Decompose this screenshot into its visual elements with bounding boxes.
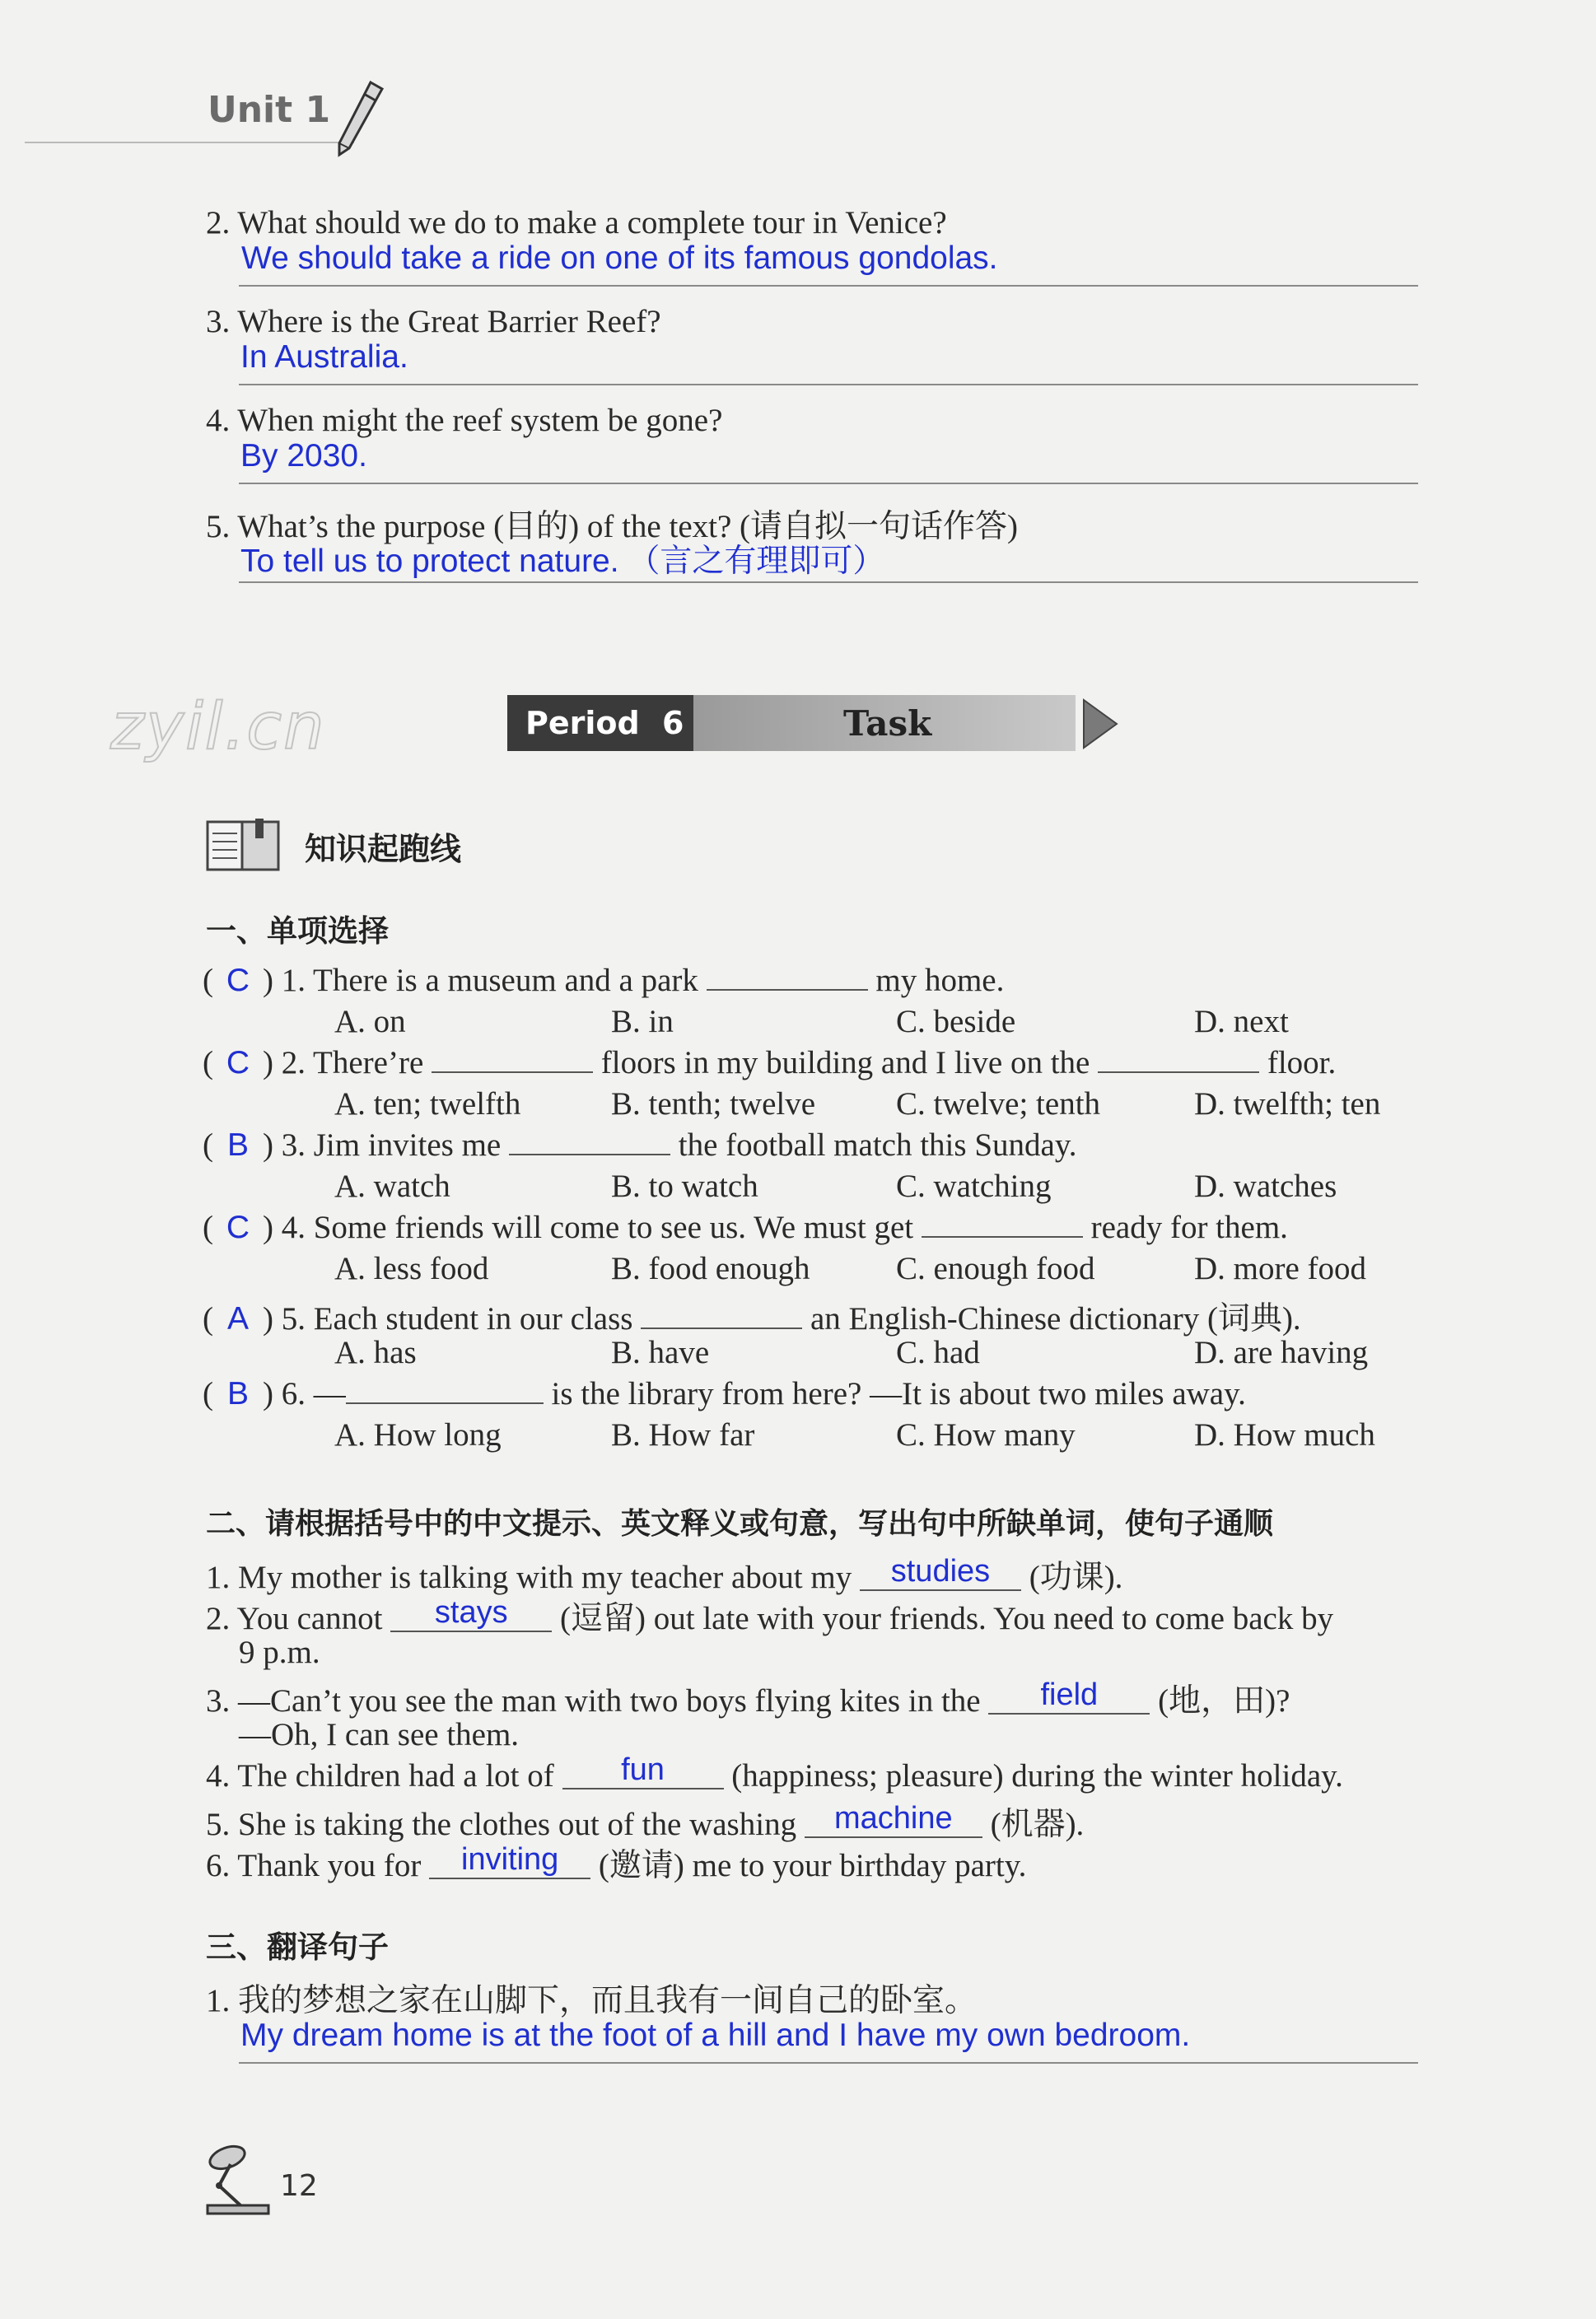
paren: (	[203, 1301, 213, 1337]
mc-answer-4: C	[226, 1210, 250, 1245]
watermark: zyil.cn	[110, 690, 326, 764]
option-5c: C. had	[896, 1335, 980, 1370]
option-4b: B. food enough	[611, 1251, 810, 1286]
option-1d: D. next	[1194, 1004, 1289, 1039]
option-2c: C. twelve; tenth	[896, 1086, 1101, 1122]
fill-stem-3: 3. —Can’t you see the man with two boys flying kites in the	[206, 1683, 981, 1719]
paren: (	[203, 1045, 213, 1080]
mc-stem-5-tail: an English-Chinese dictionary (词典).	[810, 1301, 1301, 1337]
fill-item-2	[206, 1593, 1333, 1639]
answer-line-2	[239, 285, 1418, 287]
fill-item-3-cont: —Oh, I can see them.	[239, 1717, 520, 1752]
answer-line-3	[239, 384, 1418, 385]
section1-title: 一、单项选择	[206, 913, 389, 949]
pen-icon	[328, 79, 385, 158]
paren: (	[203, 1210, 213, 1245]
mc-stem-3-tail: the football match this Sunday.	[678, 1127, 1077, 1163]
answer-line-5	[239, 581, 1418, 583]
fill-stem-5-tail: (机器).	[990, 1807, 1085, 1842]
mc-answer-6: B	[226, 1376, 249, 1411]
period-title: Task	[843, 703, 932, 744]
fill-stem-4-tail: (happiness; pleasure) during the winter holiday.	[731, 1758, 1343, 1794]
mc-stem-1: ) 1. There is a museum and a park	[263, 963, 698, 998]
question-2: 2. What should we do to make a complete tour in Venice?	[206, 205, 947, 240]
option-3b: B. to watch	[611, 1169, 758, 1204]
translate-item-1: 1. 我的梦想之家在山脚下，而且我有一间自己的卧室。	[206, 1983, 978, 2018]
mc-stem-4: ) 4. Some friends will come to see us. We must get	[263, 1210, 914, 1245]
mc-item-1	[203, 962, 1004, 999]
mc-item-4	[203, 1209, 1288, 1246]
translate-line-1	[239, 2062, 1418, 2064]
header-rule	[25, 142, 354, 143]
period-number: 6	[661, 705, 684, 741]
option-1a: A. on	[334, 1004, 406, 1039]
blank	[922, 1211, 1083, 1238]
fill-stem-3-tail: (地，田)?	[1158, 1683, 1290, 1719]
fill-stem-1: 1. My mother is talking with my teacher about my	[206, 1560, 852, 1595]
paren: (	[203, 1127, 213, 1163]
answer-line-4	[239, 483, 1418, 484]
fill-stem-6-tail: (邀请) me to your birthday party.	[598, 1848, 1027, 1883]
option-3c: C. watching	[896, 1169, 1052, 1204]
mc-stem-5: ) 5. Each student in our class	[263, 1301, 633, 1337]
book-icon	[204, 817, 283, 875]
answer-3: In Australia.	[240, 339, 408, 375]
blank	[641, 1303, 802, 1329]
question-5: 5. What’s the purpose (目的) of the text? (请自拟一句话作答)	[206, 509, 1019, 544]
option-2a: A. ten; twelfth	[334, 1086, 521, 1122]
fill-stem-1-tail: (功课).	[1029, 1560, 1123, 1595]
option-3d: D. watches	[1194, 1169, 1337, 1204]
mc-answer-2: C	[226, 1045, 250, 1080]
unit-header: Unit 1	[208, 89, 331, 131]
section3-title: 三、翻译句子	[206, 1929, 389, 1965]
option-6c: C. How many	[896, 1417, 1076, 1453]
question-4: 4. When might the reef system be gone?	[206, 403, 723, 438]
mc-answer-1: C	[226, 963, 250, 998]
mc-stem-2: ) 2. There’re	[263, 1045, 424, 1080]
option-1c: C. beside	[896, 1004, 1016, 1039]
option-1b: B. in	[611, 1004, 674, 1039]
option-6b: B. How far	[611, 1417, 755, 1453]
fill-item-3	[206, 1675, 1290, 1721]
mc-item-2	[203, 1044, 1336, 1081]
fill-item-5	[206, 1799, 1084, 1845]
period-banner	[507, 695, 1076, 751]
option-4d: D. more food	[1194, 1251, 1367, 1286]
option-3a: A. watch	[334, 1169, 450, 1204]
answer-4: By 2030.	[240, 438, 367, 474]
mc-stem-1-tail: my home.	[875, 963, 1005, 998]
blank	[509, 1129, 670, 1155]
option-2b: B. tenth; twelve	[611, 1086, 816, 1122]
section2-title: 二、请根据括号中的中文提示、英文释义或句意，写出句中所缺单词，使句子通顺	[206, 1507, 1274, 1541]
fill-stem-2: 2. You cannot	[206, 1601, 383, 1636]
fill-item-6	[206, 1840, 1026, 1886]
fill-stem-5: 5. She is taking the clothes out of the washing	[206, 1807, 797, 1842]
blank	[1098, 1047, 1259, 1073]
mc-stem-3: ) 3. Jim invites me	[263, 1127, 502, 1163]
mc-stem-2-mid: floors in my building and I live on the	[600, 1045, 1090, 1080]
mc-stem-6: ) 6. —	[263, 1376, 346, 1411]
fill-item-1	[206, 1551, 1122, 1598]
option-5b: B. have	[611, 1335, 710, 1370]
mc-stem-2-tail: floor.	[1267, 1045, 1337, 1080]
fill-answer-6: inviting	[429, 1842, 590, 1879]
fill-stem-6: 6. Thank you for	[206, 1848, 422, 1883]
translate-answer-1: My dream home is at the foot of a hill and I have my own bedroom.	[240, 2018, 1191, 2053]
mc-stem-6-tail: is the library from here? —It is about two miles away.	[551, 1376, 1246, 1411]
page-number: 12	[280, 2169, 318, 2203]
fill-answer-4: fun	[562, 1752, 724, 1789]
fill-answer-5: machine	[805, 1801, 982, 1838]
paren: (	[203, 963, 213, 998]
fill-answer-1: studies	[860, 1554, 1021, 1591]
blank	[346, 1378, 544, 1404]
option-4a: A. less food	[334, 1251, 489, 1286]
period-label	[525, 705, 684, 741]
banner-arrow-icon	[1080, 697, 1120, 751]
mc-stem-4-tail: ready for them.	[1090, 1210, 1288, 1245]
fill-stem-4: 4. The children had a lot of	[206, 1758, 554, 1794]
option-2d: D. twelfth; ten	[1194, 1086, 1381, 1122]
answer-2: We should take a ride on one of its famous gondolas.	[241, 240, 998, 276]
option-6a: A. How long	[334, 1417, 502, 1453]
mc-answer-5: A	[226, 1301, 249, 1337]
fill-stem-2-tail: (逗留) out late with your friends. You need to come back by	[560, 1601, 1334, 1636]
mc-item-5	[203, 1293, 1301, 1339]
knowledge-title: 知识起跑线	[305, 831, 462, 867]
period-word: Period	[525, 705, 640, 741]
mc-item-3	[203, 1127, 1077, 1164]
blank	[432, 1047, 593, 1073]
fill-item-2-cont: 9 p.m.	[239, 1635, 320, 1670]
blank	[707, 964, 868, 991]
option-4c: C. enough food	[896, 1251, 1095, 1286]
option-6d: D. How much	[1194, 1417, 1375, 1453]
option-5a: A. has	[334, 1335, 417, 1370]
fill-answer-2: stays	[390, 1595, 552, 1632]
fill-item-4	[206, 1752, 1343, 1796]
mc-item-6	[203, 1375, 1246, 1412]
answer-5: To tell us to protect nature. （言之有理即可）	[240, 544, 885, 579]
mc-answer-3: B	[226, 1127, 249, 1163]
option-5d: D. are having	[1194, 1335, 1369, 1370]
question-3: 3. Where is the Great Barrier Reef?	[206, 304, 661, 339]
desk-lamp-icon	[203, 2144, 272, 2217]
fill-answer-3: field	[988, 1677, 1150, 1715]
paren: (	[203, 1376, 213, 1411]
